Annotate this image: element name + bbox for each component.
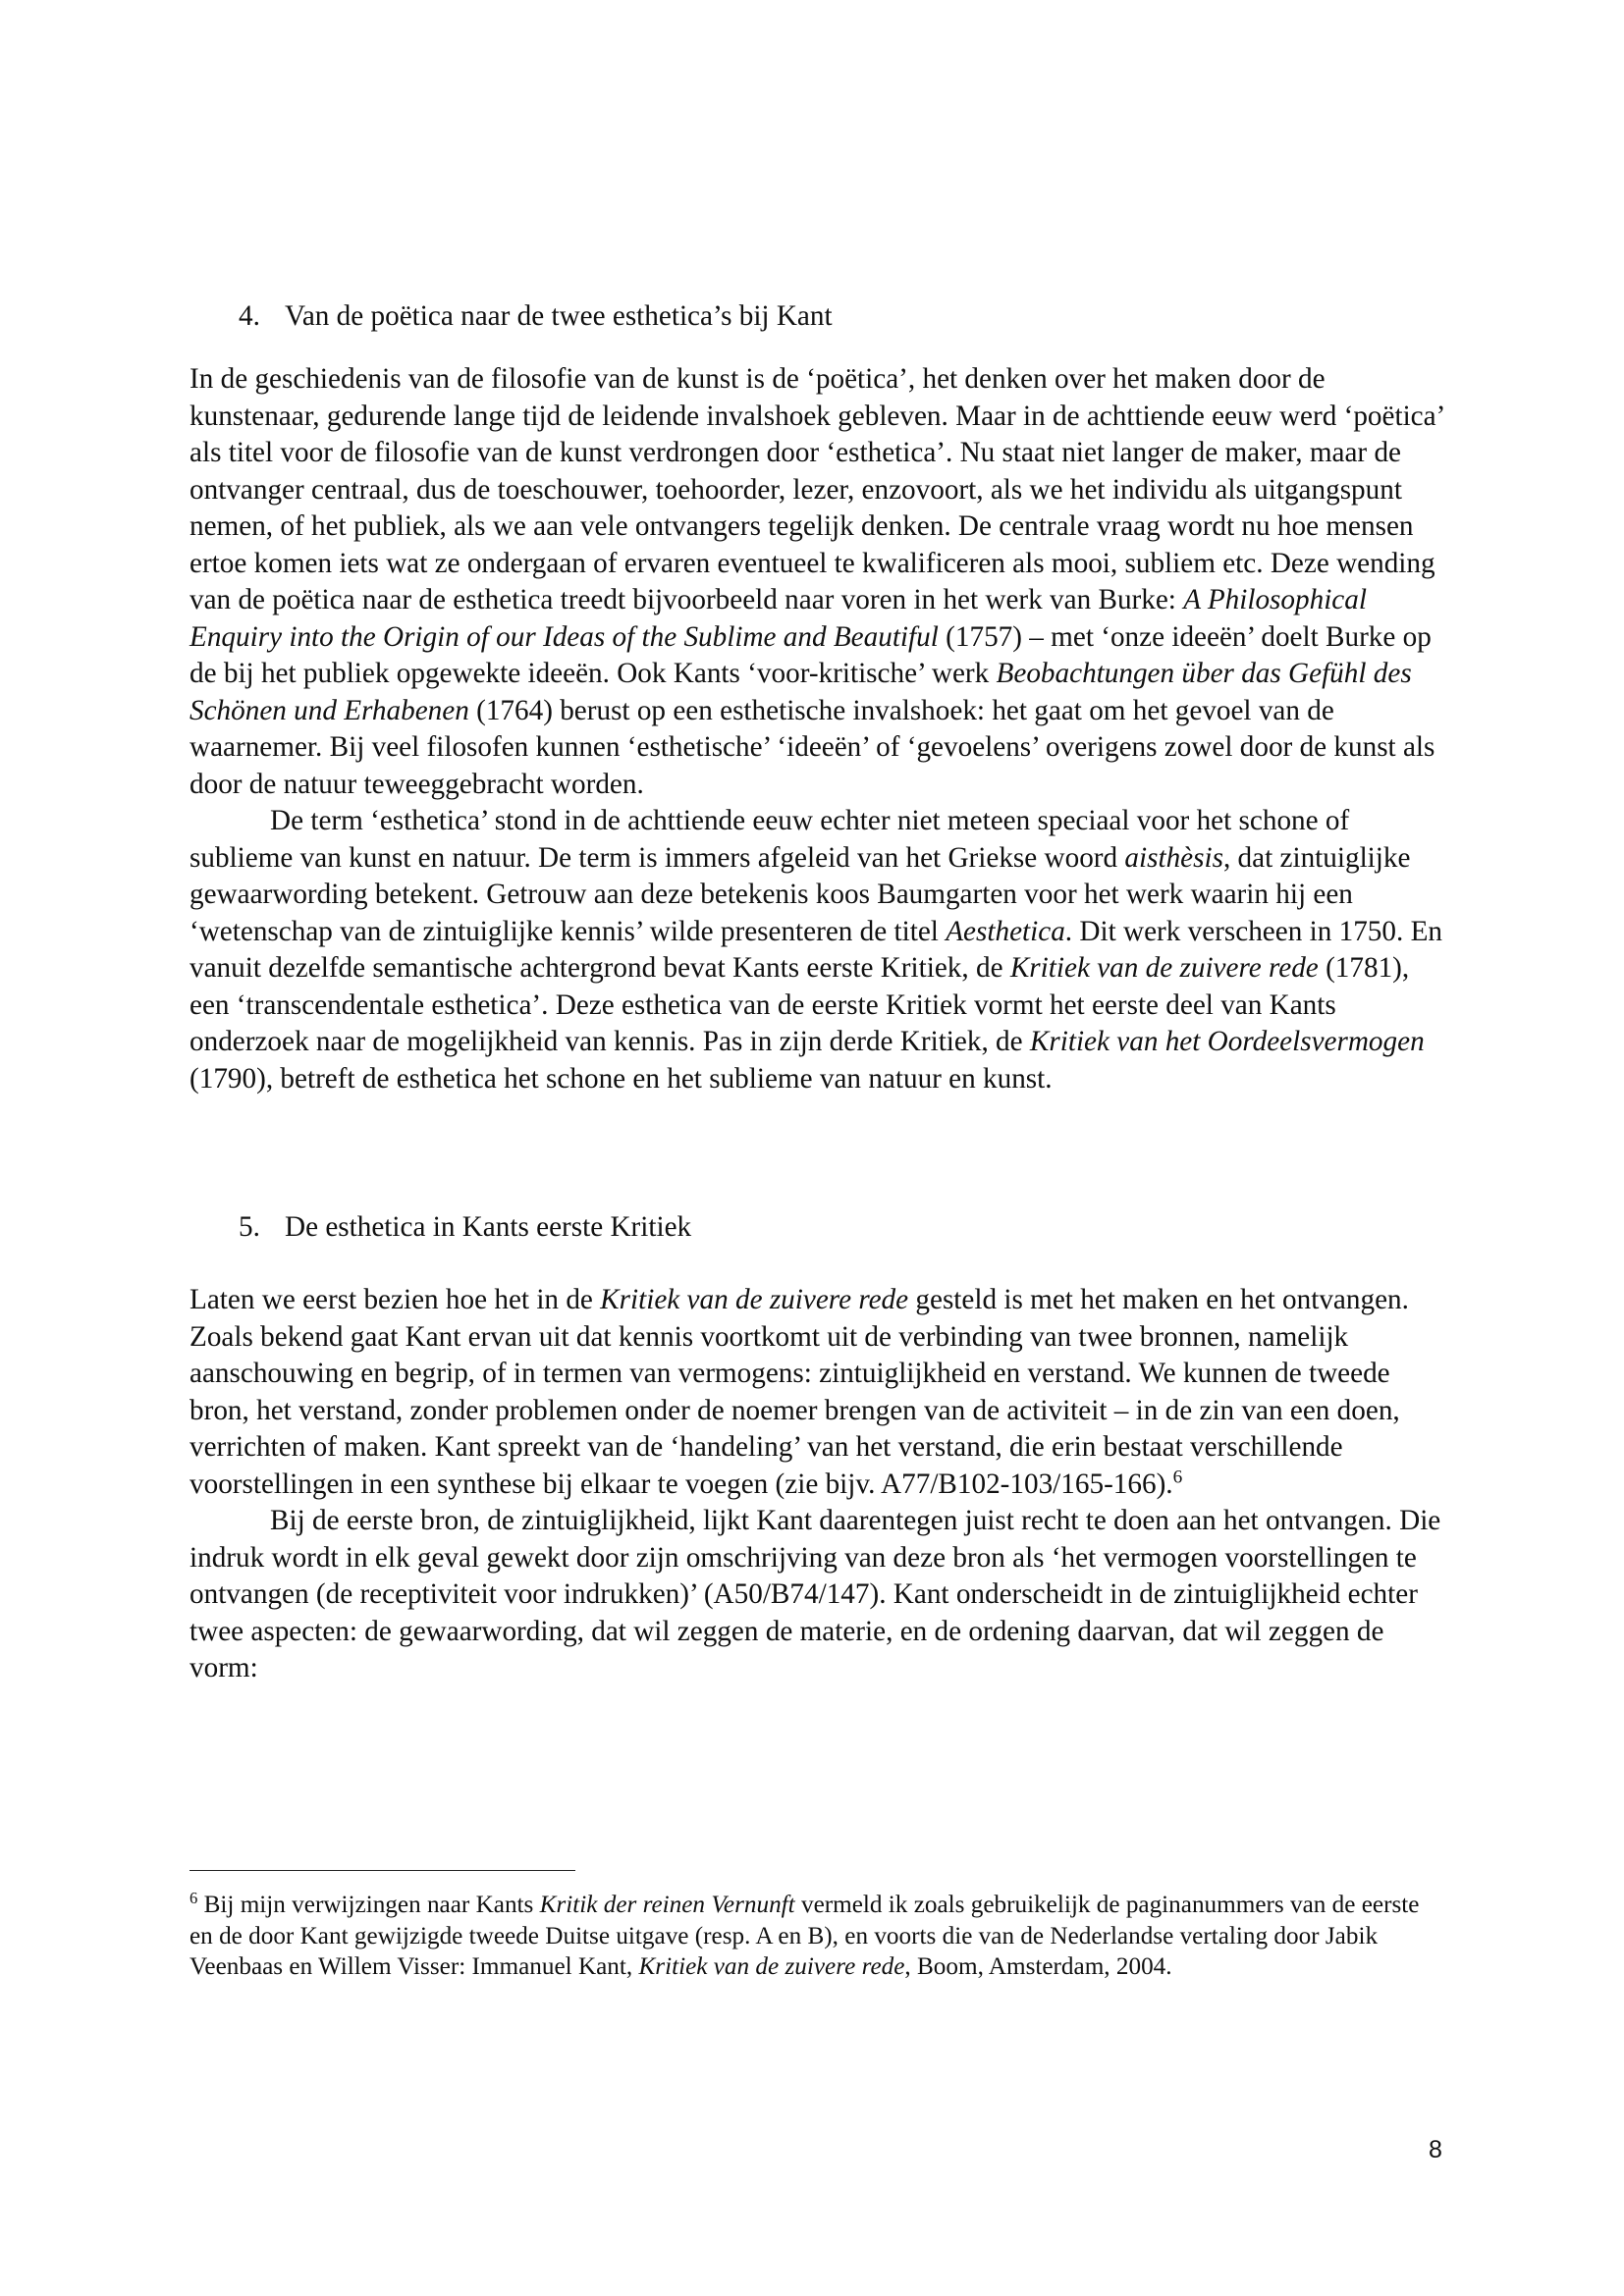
section-5-body	[189, 1282, 1448, 1687]
book-title: Kritik der reinen Vernunft	[539, 1892, 795, 1918]
text-run: , dat zintuiglijke gewaarwording betekent. Getrouw aan deze betekenis koos Baumgarten voor het werk waarin hij een ‘wetenschap van de zintuiglijke kennis’ wilde presenteren de titel	[189, 841, 1411, 947]
text-run: . Dit werk verscheen in 1750. En vanuit dezelfde semantische achtergrond bevat Kants eerste Kritiek, de	[189, 915, 1442, 984]
text-run: (1790), betreft de esthetica het schone en het sublieme van natuur en kunst.	[189, 1062, 1053, 1095]
text-run: , Boom, Amsterdam, 2004.	[904, 1953, 1172, 1980]
text-run: De term ‘esthetica’ stond in de achttiende eeuw echter niet meteen speciaal voor het schone of sublieme van kunst en natuur. De term is immers afgeleid van het Griekse woord	[189, 805, 1350, 874]
book-title: Kritiek van het Oordeelsvermogen	[1029, 1026, 1425, 1057]
book-title: Beobachtungen über das Gefühl des Schönen und Erhabenen	[189, 658, 1412, 726]
text-run: Bij mijn verwijzingen naar Kants	[197, 1892, 540, 1918]
text-run: vermeld ik zoals gebruikelijk de paginanummers van de eerste en de door Kant gewijzigde tweede Duitse uitgave (resp. A en B), en voorts die van de Nederlandse vertaling door Jabik Veenbaas en Willem Visser: Immanuel Kant,	[189, 1892, 1420, 1980]
page-number: 8	[1429, 2136, 1442, 2163]
paragraph	[189, 803, 1448, 1097]
book-title: Kritiek van de zuivere rede	[1009, 952, 1319, 984]
book-title: Kritiek van de zuivere rede	[638, 1953, 905, 1980]
section-heading-4	[239, 298, 833, 336]
paragraph	[189, 1503, 1448, 1687]
text-run: (1757) – met ‘onze ideeën’ doelt Burke op de bij het publiek opgewekte ideeën. Ook Kants ‘voor-kritische’ werk	[189, 620, 1432, 689]
paragraph	[189, 361, 1448, 803]
text-run: gesteld is met het maken en het ontvangen. Zoals bekend gaat Kant ervan uit dat kennis voortkomt uit de verbinding van twee bronnen, namelijk aanschouwing en begrip, of in termen van vermogens: zintuiglijkheid en verstand. We kunnen de tweede bron, het verstand, zonder problemen onder de noemer brengen van de activiteit – in de zin van een doen, verrichten of maken. Kant spreekt van de ‘handeling’ van het verstand, die erin bestaat verschillende voorstellingen in een synthese bij elkaar te voegen (zie bijv. A77/B102-103/165-166).	[189, 1284, 1409, 1500]
footnote-number: 6	[189, 1888, 198, 1907]
footnote-separator	[189, 1870, 575, 1871]
section-number: 5.	[239, 1211, 260, 1243]
text-run: (1764) berust op een esthetische invalshoek: het gaat om het gevoel van de waarnemer. Bij veel filosofen kunnen ‘esthetische’ ‘ideeën’ of ‘gevoelens’ overigens zowel door de kunst als door de natuur teweeggebracht worden.	[189, 694, 1435, 800]
greek-term: aisthèsis	[1124, 841, 1223, 874]
section-heading-5	[239, 1209, 691, 1247]
book-title: A Philosophical Enquiry into the Origin of our Ideas of the Sublime and Beautiful	[189, 584, 1367, 653]
section-4-body	[189, 361, 1448, 1097]
footnote-marker[interactable]: 6	[1172, 1466, 1183, 1487]
section-title: De esthetica in Kants eerste Kritiek	[285, 1211, 692, 1243]
section-title: Van de poëtica naar de twee esthetica’s bij Kant	[285, 300, 833, 332]
paragraph	[189, 1282, 1448, 1503]
section-number: 4.	[239, 300, 260, 332]
book-title: Kritiek van de zuivere rede	[600, 1284, 909, 1315]
text-run: Bij de eerste bron, de zintuiglijkheid, lijkt Kant daarentegen juist recht te doen aan het ontvangen. Die indruk wordt in elk geval gewekt door zijn omschrijving van deze bron als ‘het vermogen voorstellingen te ontvangen (de receptiviteit voor indrukken)’ (A50/B74/147). Kant onderscheidt in de zintuiglijkheid echter twee aspecten: de gewaarwording, dat wil zeggen de materie, en de ordening daarvan, dat wil zeggen de vorm:	[189, 1505, 1441, 1683]
text-run: (1781), een ‘transcendentale esthetica’. Deze esthetica van de eerste Kritiek vormt het eerste deel van Kants onderzoek naar de mogelijkheid van kennis. Pas in zijn derde Kritiek, de	[189, 952, 1410, 1057]
book-title: Aesthetica	[946, 915, 1065, 947]
text-run: In de geschiedenis van de filosofie van de kunst is de ‘poëtica’, het denken over het maken door de kunstenaar, gedurende lange tijd de leidende invalshoek gebleven. Maar in de achttiende eeuw werd ‘poëtica’ als titel voor de filosofie van de kunst verdrongen door ‘esthetica’. Nu staat niet langer de maker, maar de ontvanger centraal, dus de toeschouwer, toehoorder, lezer, enzovoort, als we het individu als uitgangspunt nemen, of het publiek, als we aan vele ontvangers tegelijk denken. De centrale vraag wordt nu hoe mensen ertoe komen iets wat ze ondergaan of ervaren eventueel te kwalificeren als mooi, subliem etc. Deze wending van de poëtica naar de esthetica treedt bijvoorbeeld naar voren in het werk van Burke:	[189, 363, 1444, 615]
footnote	[189, 1890, 1448, 1983]
text-run: Laten we eerst bezien hoe het in de	[189, 1284, 601, 1315]
